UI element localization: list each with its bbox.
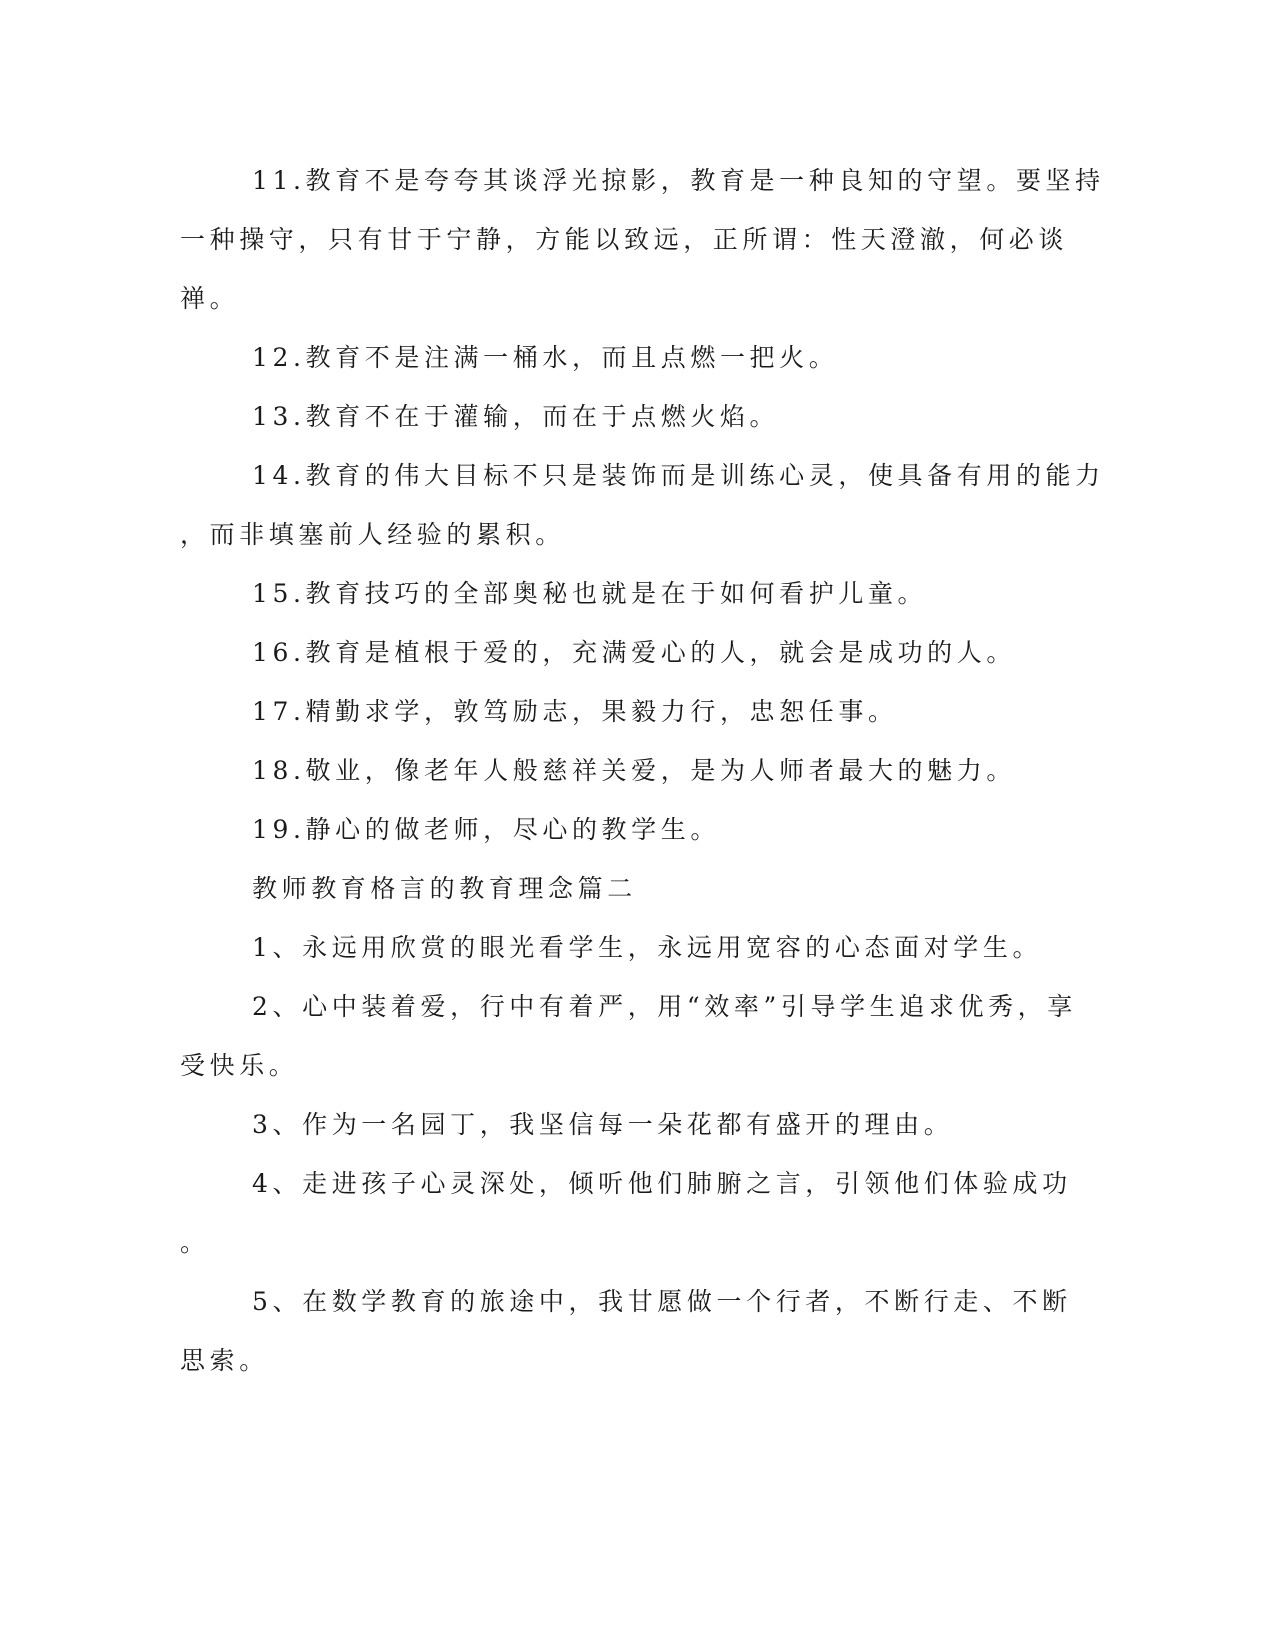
text-line: 禅。 — [180, 284, 240, 313]
text-line: 13.教育不在于灌输，而在于点燃火焰。 — [252, 402, 780, 431]
text-line: 11.教育不是夸夸其谈浮光掠影，教育是一种良知的守望。要坚持 — [252, 166, 1105, 195]
text-line: 1、永远用欣赏的眼光看学生，永远用宽容的心态面对学生。 — [252, 933, 1043, 962]
text-line: 15.教育技巧的全部奥秘也就是在于如何看护儿童。 — [252, 579, 928, 608]
text-line: 。 — [180, 1228, 210, 1257]
text-line: 19.静心的做老师，尽心的教学生。 — [252, 815, 720, 844]
text-line: 17.精勤求学，敦笃励志，果毅力行，忠恕任事。 — [252, 697, 898, 726]
text-line: 思索。 — [180, 1346, 269, 1375]
text-line: 2、心中装着爱，行中有着严，用“效率”引导学生追求优秀，享 — [252, 992, 1077, 1021]
text-line: 4、走进孩子心灵深处，倾听他们肺腑之言，引领他们体验成功 — [252, 1169, 1072, 1198]
text-line: 一种操守，只有甘于宁静，方能以致远，正所谓：性天澄澈，何必谈 — [180, 225, 1069, 254]
text-line: 16.教育是植根于爱的，充满爱心的人，就会是成功的人。 — [252, 638, 1016, 667]
text-line: 3、作为一名园丁，我坚信每一朵花都有盛开的理由。 — [252, 1110, 954, 1139]
text-line: 5、在数学教育的旅途中，我甘愿做一个行者，不断行走、不断 — [252, 1287, 1072, 1316]
text-line: 12.教育不是注满一桶水，而且点燃一把火。 — [252, 343, 839, 372]
text-line: 18.敬业，像老年人般慈祥关爱，是为人师者最大的魅力。 — [252, 756, 1016, 785]
text-line: 14.教育的伟大目标不只是装饰而是训练心灵，使具备有用的能力 — [252, 461, 1105, 490]
section-heading: 教师教育格言的教育理念篇二 — [252, 874, 637, 903]
text-line: 受快乐。 — [180, 1051, 299, 1080]
text-line: ，而非填塞前人经验的累积。 — [180, 520, 565, 549]
